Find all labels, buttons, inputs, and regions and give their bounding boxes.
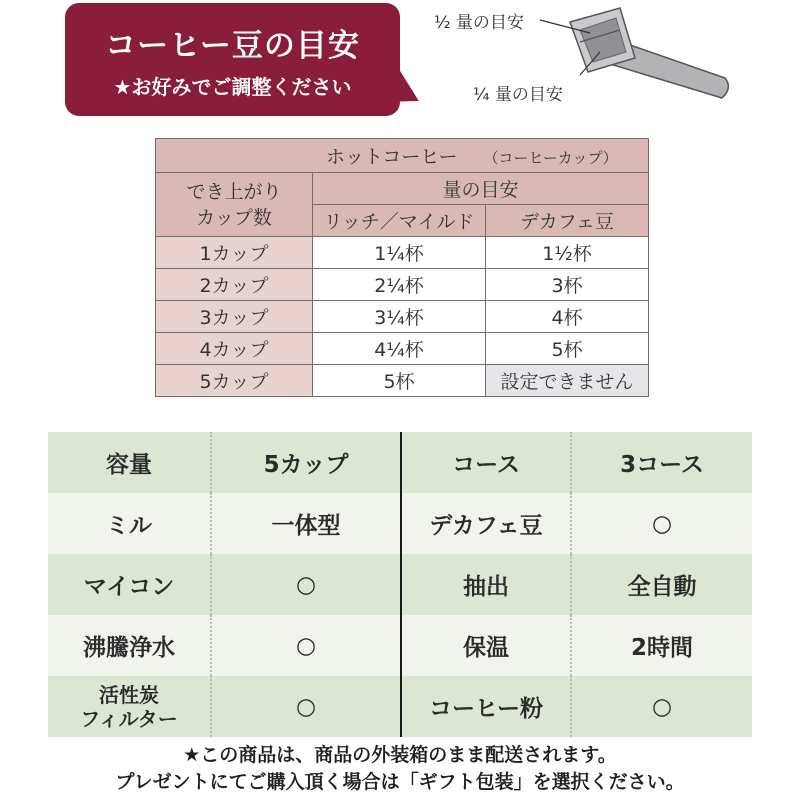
spec-value: ○ <box>651 693 673 720</box>
row-decaf: 3杯 <box>486 269 649 301</box>
spec-value: 3コース <box>620 452 704 478</box>
bubble-subtitle: ★お好みでご調整ください <box>113 75 352 99</box>
spec-value: 全自動 <box>627 574 697 600</box>
note-line-2: プレゼントにてご購入頂く場合は「ギフト包装」を選択ください。 <box>115 771 685 793</box>
table-row <box>156 333 649 365</box>
bean-amount-table <box>155 138 649 397</box>
top-header-label: ホットコーヒー <box>326 146 458 168</box>
spec-key: 抽出 <box>402 554 572 615</box>
spec-row <box>48 493 752 554</box>
row-rich: 1¼杯 <box>313 237 486 269</box>
spec-value: 2時間 <box>630 635 693 661</box>
spec-value: ○ <box>651 510 673 537</box>
shipping-note <box>0 742 800 796</box>
half-scoop-label: ½ 量の目安 <box>434 13 524 33</box>
table-top-header <box>156 139 649 173</box>
spec-row <box>48 676 752 737</box>
header-rich: リッチ／マイルド <box>313 205 486 237</box>
row-rich: 3¼杯 <box>313 301 486 333</box>
top-header-note: （コーヒーカップ） <box>483 149 618 167</box>
header-amount: 量の目安 <box>313 173 649 205</box>
bubble-title: コーヒー豆の目安 <box>105 28 360 64</box>
spec-key: コース <box>402 432 572 493</box>
spec-key: 保温 <box>402 615 572 676</box>
row-cups: 1カップ <box>156 237 313 269</box>
quarter-scoop-label: ¼ 量の目安 <box>473 85 563 105</box>
table-row <box>156 237 649 269</box>
spec-key: マイコン <box>48 554 212 615</box>
spec-row <box>48 432 752 493</box>
spec-value: ○ <box>212 615 402 676</box>
spec-key: ミル <box>48 493 212 554</box>
measuring-scoop <box>430 0 800 125</box>
row-cups: 5カップ <box>156 365 313 397</box>
row-rich: 5杯 <box>313 365 486 397</box>
table-row <box>156 301 649 333</box>
row-rich: 2¼杯 <box>313 269 486 301</box>
header-decaf: デカフェ豆 <box>486 205 649 237</box>
header-cups: でき上がり カップ数 <box>156 173 313 237</box>
header-bubble <box>65 3 400 116</box>
spec-value: 5カップ <box>212 432 402 493</box>
spec-value: 一体型 <box>212 493 402 554</box>
spec-value: ○ <box>212 676 402 737</box>
row-decaf: 1½杯 <box>486 237 649 269</box>
row-cups: 3カップ <box>156 301 313 333</box>
spec-value: ○ <box>212 554 402 615</box>
row-cups: 4カップ <box>156 333 313 365</box>
row-decaf: 5杯 <box>486 333 649 365</box>
spec-row <box>48 554 752 615</box>
row-decaf: 4杯 <box>486 301 649 333</box>
table-row <box>156 365 649 397</box>
spec-table <box>48 432 752 737</box>
row-cups: 2カップ <box>156 269 313 301</box>
spec-key: デカフェ豆 <box>402 493 572 554</box>
spec-row <box>48 615 752 676</box>
note-line-1: ★この商品は、商品の外装箱のまま配送されます。 <box>183 744 617 766</box>
spec-key: 容量 <box>48 432 212 493</box>
spec-key: 沸騰浄水 <box>48 615 212 676</box>
table-row <box>156 269 649 301</box>
row-rich: 4¼杯 <box>313 333 486 365</box>
row-decaf: 設定できません <box>486 365 649 397</box>
spec-key: コーヒー粉 <box>402 676 572 737</box>
spec-key: 活性炭 フィルター <box>48 676 212 737</box>
